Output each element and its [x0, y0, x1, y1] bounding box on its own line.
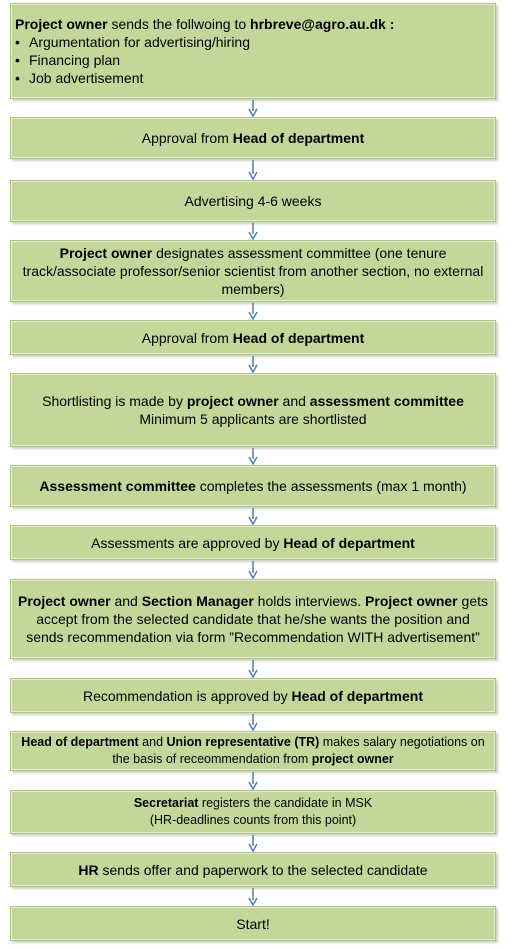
- text: Minimum 5 applicants are shortlisted: [139, 411, 367, 427]
- step-4-designate-assessment-committee: [10, 240, 496, 302]
- step-text-line: [142, 129, 365, 147]
- bold-text: Project owner: [365, 593, 458, 609]
- text: registers the candidate in MSK: [198, 796, 373, 810]
- step-6-shortlisting: [10, 373, 496, 447]
- step-text-line: [150, 812, 356, 829]
- text: Assessments are approved by: [91, 534, 284, 551]
- bold-text: Secretariat: [133, 796, 199, 810]
- step-text-line: [142, 329, 365, 347]
- step-text-line: [78, 861, 427, 879]
- bold-text: :: [385, 16, 395, 32]
- step-10-recommendation-approved: [10, 678, 496, 713]
- step-text-line: [139, 410, 366, 428]
- bold-text: Project owner: [18, 593, 111, 609]
- bullet-item: • Job advertisement: [15, 69, 143, 87]
- bullet-item: • Financing plan: [15, 51, 120, 69]
- bold-text: project owner: [311, 752, 394, 766]
- step-text-line: [15, 15, 394, 33]
- step-text-line: [185, 192, 322, 210]
- step-13-hr-sends-offer: [10, 852, 496, 887]
- text: Advertising 4-6 weeks: [184, 193, 322, 209]
- bold-text: Section Manager: [141, 593, 254, 609]
- text: (HR-deadlines counts from this point): [149, 813, 357, 827]
- bold-text: Project owner: [15, 16, 108, 32]
- step-text-line: [91, 534, 415, 552]
- step-3-advertising: [10, 180, 496, 222]
- bold-text: assessment committee: [309, 393, 464, 409]
- step-1-send-documents: [10, 3, 496, 99]
- step-9-interviews-and-recommendation: [10, 579, 496, 659]
- step-14-start: [10, 906, 496, 941]
- step-11-salary-negotiations: [10, 731, 496, 771]
- bold-text: Head of department: [291, 687, 424, 704]
- step-8-assessments-approved: [10, 525, 496, 560]
- bold-text: HR: [78, 861, 99, 878]
- text: Approval from: [141, 329, 233, 346]
- step-12-secretariat-registers: [10, 790, 496, 834]
- step-text-line: [17, 592, 489, 646]
- bold-text: hrbreve@agro.au.dk: [250, 16, 386, 32]
- step-text-line: [42, 392, 464, 410]
- text: completes the assessments (max 1 month): [195, 478, 467, 494]
- text: sends offer and paperwork to the selected candidate: [98, 861, 428, 878]
- bold-text: Head of department: [232, 130, 365, 146]
- text: and: [110, 593, 142, 609]
- step-text-line: [134, 795, 372, 812]
- text: Approval from: [141, 130, 233, 146]
- text: Shortlisting is made by: [42, 393, 187, 409]
- bold-text: Union representative (TR): [166, 735, 320, 749]
- bold-text: project owner: [186, 393, 279, 409]
- step-text-line: [17, 734, 489, 768]
- text: designates assessment committee (one tenure track/associate professor/senior scientist from another section, no external members): [22, 245, 484, 297]
- step-text-line: [236, 915, 269, 933]
- bullet-item: • Argumentation for advertising/hiring: [15, 33, 250, 51]
- step-5-approval-head-of-department: [10, 320, 496, 355]
- text: holds interviews.: [253, 593, 366, 609]
- bold-text: Assessment committee: [39, 478, 196, 494]
- bold-text: Head of department: [283, 534, 415, 551]
- bold-text: Head of department: [21, 735, 139, 749]
- text: sends the follwoing to: [107, 16, 251, 32]
- step-7-assessments: [10, 465, 496, 507]
- text: and: [138, 735, 167, 749]
- step-text-line: [17, 244, 489, 298]
- step-text-line: [83, 687, 423, 705]
- bold-text: Project owner: [59, 245, 153, 261]
- text: Start!: [236, 915, 270, 932]
- text: and: [278, 393, 310, 409]
- step-2-approval-head-of-department: [10, 117, 496, 159]
- text: Recommendation is approved by: [82, 687, 292, 704]
- bold-text: Head of department: [232, 329, 365, 346]
- step-text-line: [39, 477, 466, 495]
- text: gets accept from the selected candidate that he/she wants the position and sends recommendation via form ”Recommendation WITH advertisement”: [26, 593, 488, 645]
- text: makes salary negotiations on the basis of receommendation from: [112, 735, 485, 766]
